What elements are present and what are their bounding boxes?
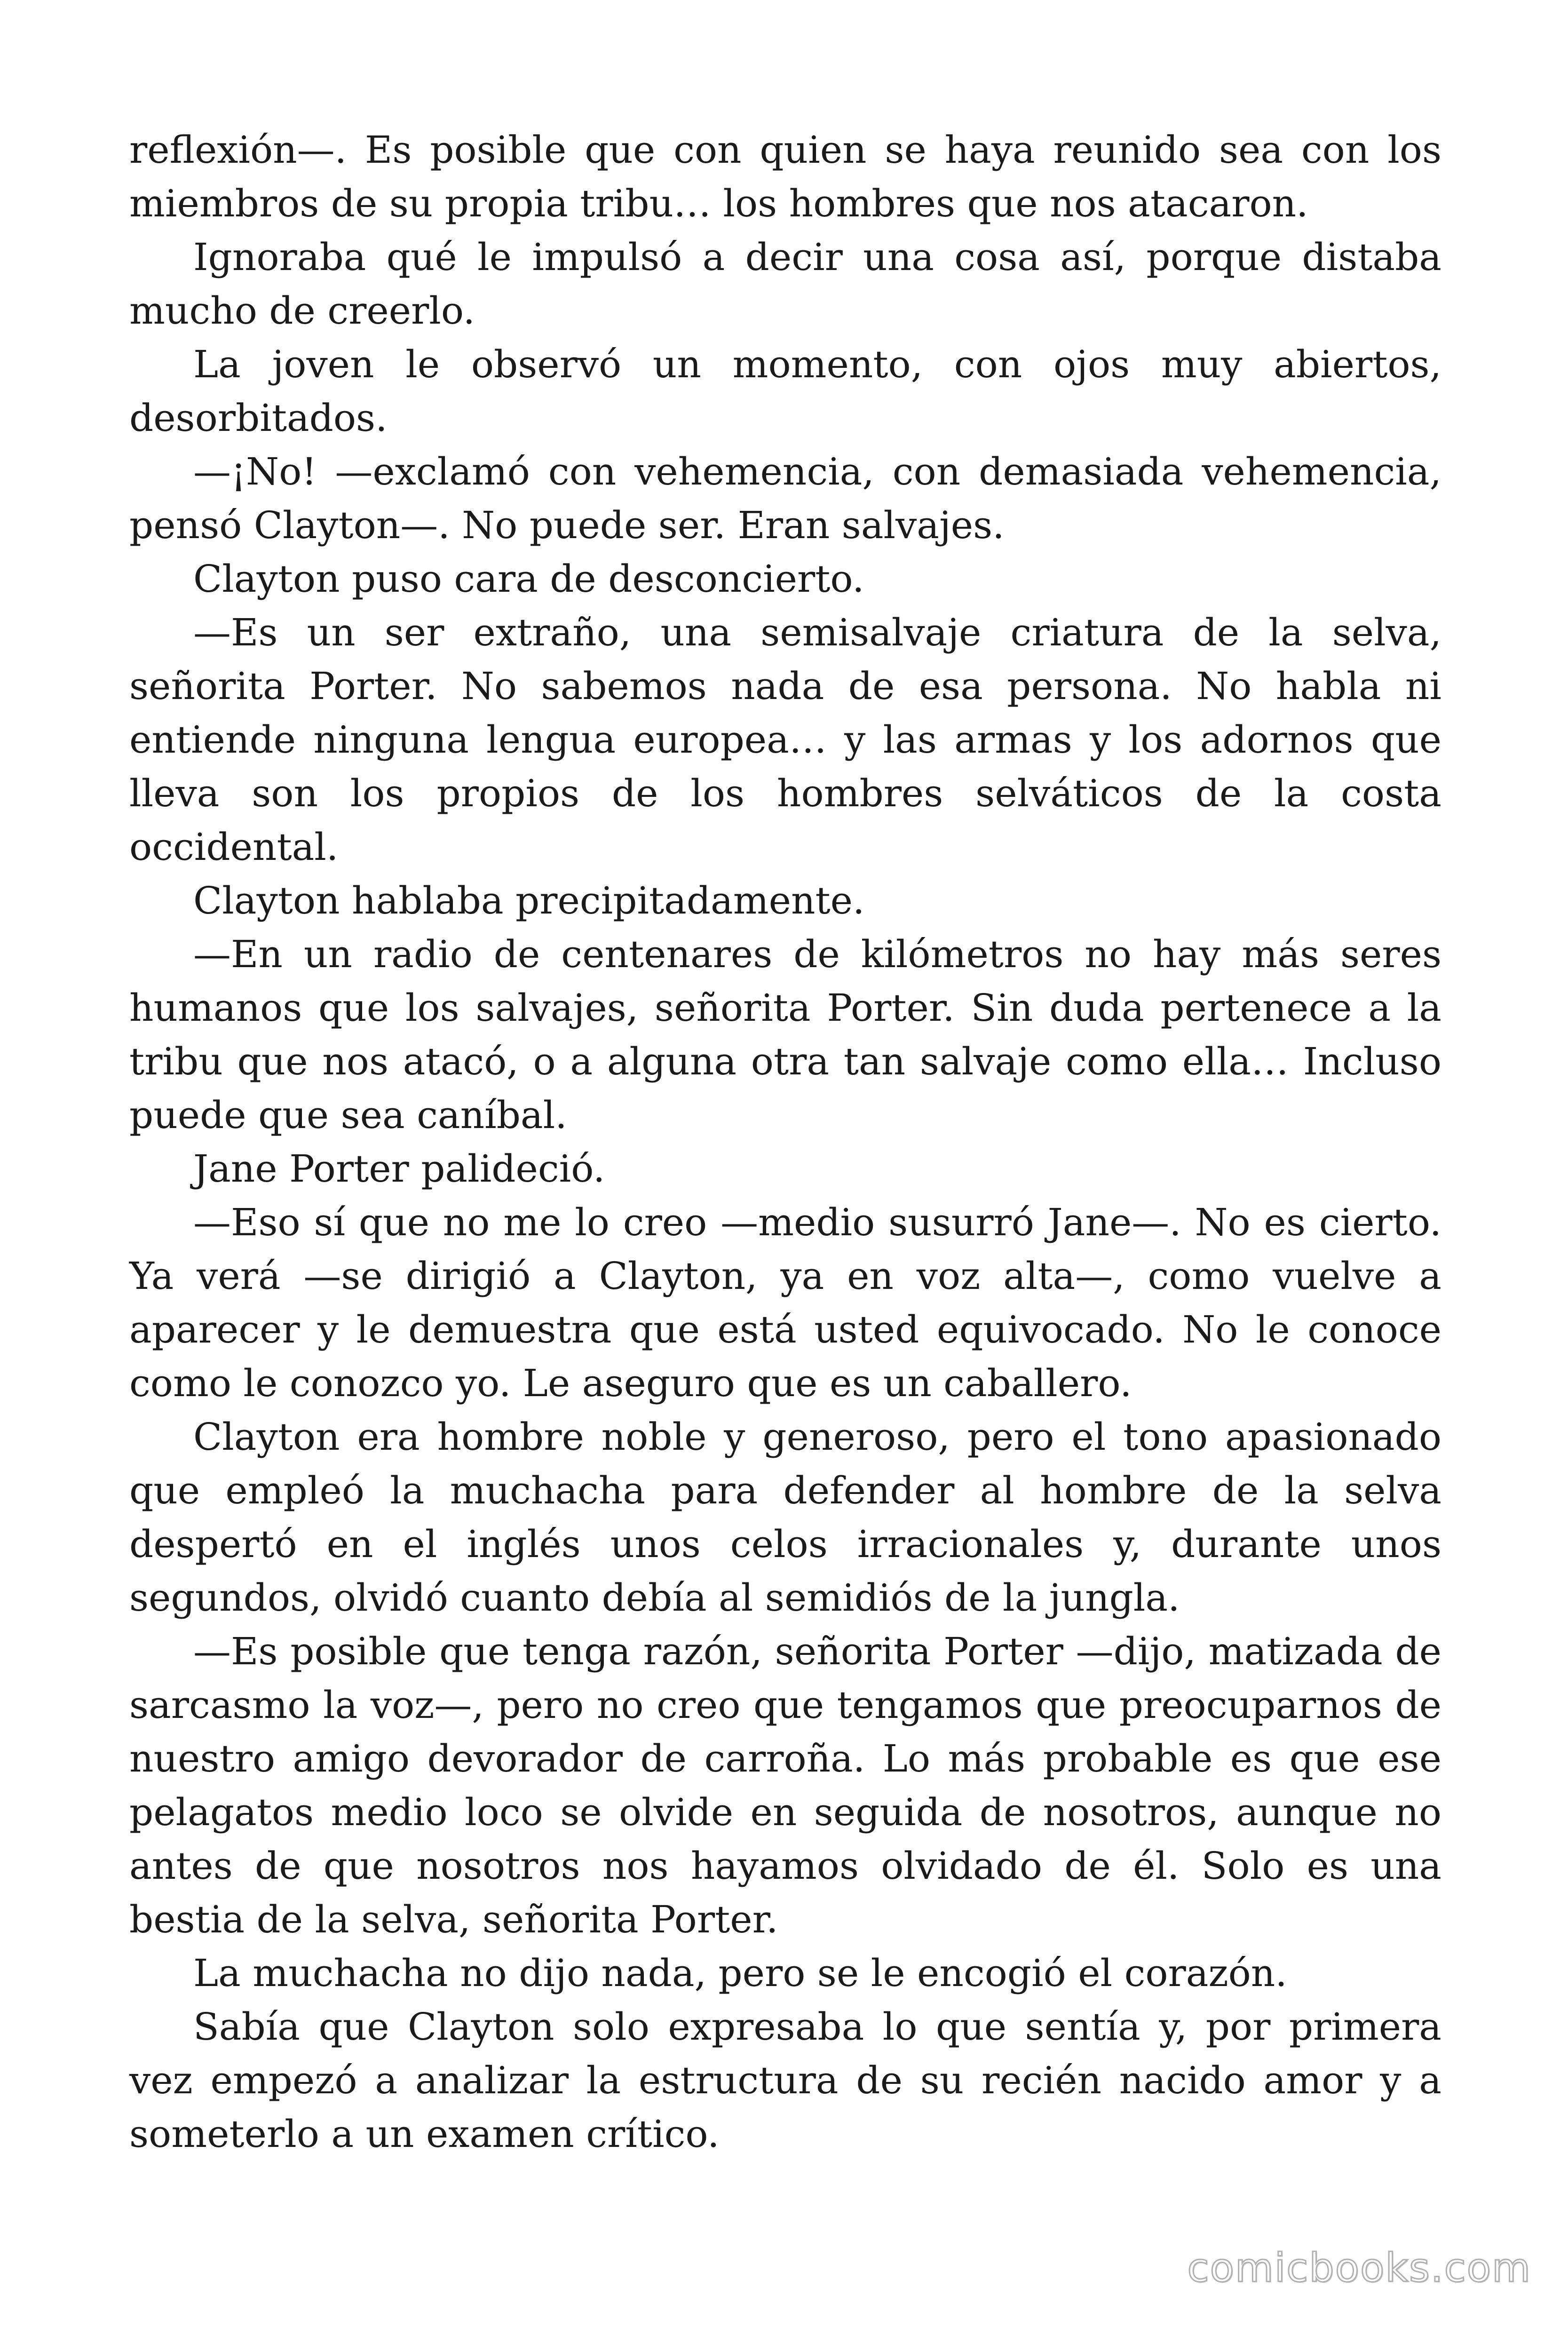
paragraph-4: —¡No! —exclamó con vehemencia, con demasiada vehemencia, pensó Clayton—. No puede ser. Eran salvajes. (129, 450, 1441, 547)
paragraph-12: —Es posible que tenga razón, señorita Porter —dijo, matizada de sarcasmo la voz—, pero no creo que tengamos que preocuparnos de nuestro amigo devorador de carroña. Lo más probable es que ese pelagatos medio loco se olvide en seguida de nosotros, aunque no antes de que nosotros nos hayamos olvidado de él. Solo es una bestia de la selva, señorita Porter. (129, 1629, 1441, 1941)
page-body-text (129, 123, 1441, 2161)
paragraph-8: —En un radio de centenares de kilómetros no hay más seres humanos que los salvajes, señorita Porter. Sin duda pertenece a la tribu que nos atacó, o a alguna otra tan salvaje como ella… Incluso puede que sea caníbal. (129, 932, 1441, 1137)
paragraph-10: —Eso sí que no me lo creo —medio susurró Jane—. No es cierto. Ya verá —se dirigió a Clayton, ya en voz alta—, como vuelve a aparecer y le demuestra que está usted equivocado. No le conoce como le conozco yo. Le aseguro que es un caballero. (129, 1200, 1441, 1405)
watermark-text: comicbooks.com (1187, 2245, 1531, 2291)
paragraph-1: reflexión—. Es posible que con quien se haya reunido sea con los miembros de su propia tribu… los hombres que nos atacaron. (129, 128, 1441, 225)
paragraph-11: Clayton era hombre noble y generoso, pero el tono apasionado que empleó la muchacha para defender al hombre de la selva despertó en el inglés unos celos irracionales y, durante unos segundos, olvidó cuanto debía al semidiós de la jungla. (129, 1415, 1441, 1620)
paragraph-5: Clayton puso cara de desconcierto. (193, 557, 864, 601)
paragraph-14: Sabía que Clayton solo expresaba lo que sentía y, por primera vez empezó a analizar la estructura de su recién nacido amor y a someterlo a un examen crítico. (129, 2005, 1441, 2156)
paragraph-6: —Es un ser extraño, una semisalvaje criatura de la selva, señorita Porter. No sabemos nada de esa persona. No habla ni entiende ninguna lengua europea… y las armas y los adornos que lleva son los propios de los hombres selváticos de la costa occidental. (129, 611, 1441, 869)
paragraph-9: Jane Porter palideció. (193, 1147, 605, 1191)
paragraph-3: La joven le observó un momento, con ojos muy abiertos, desorbitados. (129, 342, 1441, 440)
paragraph-2: Ignoraba qué le impulsó a decir una cosa así, porque distaba mucho de creerlo. (129, 235, 1441, 333)
paragraph-13: La muchacha no dijo nada, pero se le encogió el corazón. (193, 1951, 1287, 1995)
paragraph-7: Clayton hablaba precipitadamente. (193, 879, 865, 922)
